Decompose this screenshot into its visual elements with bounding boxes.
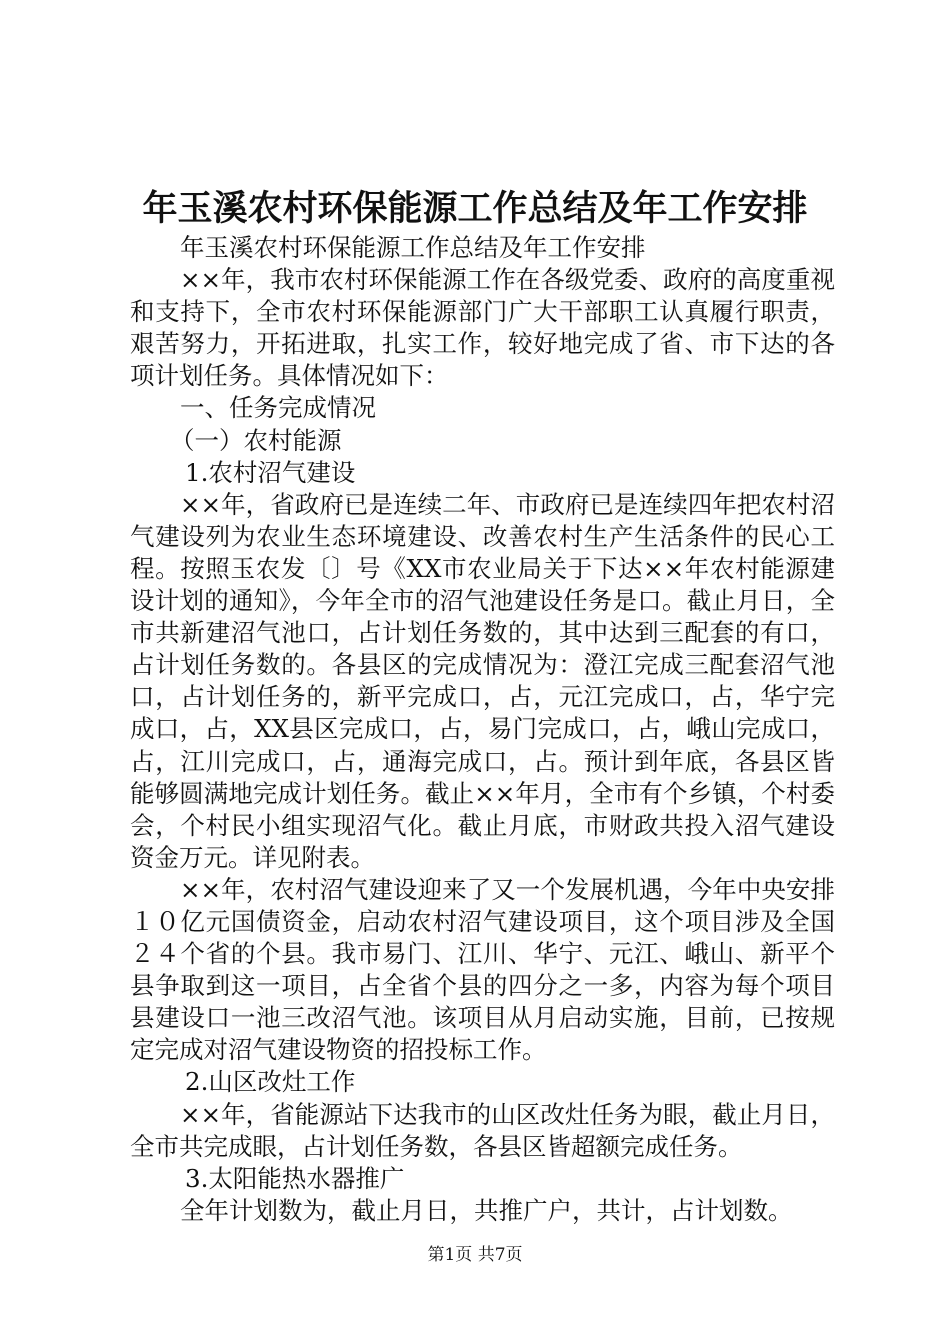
paragraph-intro: ××年，我市农村环保能源工作在各级党委、政府的高度重视和支持下，全市农村环保能源部门广大干部职工认真履行职责，艰苦努力，开拓进取，扎实工作，较好地完成了省、市下达的各项计划任务。具体情况如下： xyxy=(130,265,835,391)
paragraph-stove-reform: ××年，省能源站下达我市的山区改灶任务为眼，截止月日，全市共完成眼，占计划任务数，各县区皆超额完成任务。 xyxy=(130,1099,835,1161)
subsection-heading-rural-energy: （一）农村能源 xyxy=(170,425,342,455)
paragraph-repeated-title: 年玉溪农村环保能源工作总结及年工作安排 xyxy=(180,233,646,262)
document-title: 年玉溪农村环保能源工作总结及年工作安排 xyxy=(142,188,808,229)
paragraph-solar-heater: 全年计划数为，截止月日，共推广户，共计，占计划数。 xyxy=(180,1195,793,1225)
item-heading-biogas: 1.农村沼气建设 xyxy=(185,457,356,487)
item-heading-stove-reform: 2.山区改灶工作 xyxy=(185,1067,356,1097)
section-heading-task-completion: 一、任务完成情况 xyxy=(180,393,376,423)
page-number-footer: 第1页 共7页 xyxy=(427,1245,523,1265)
item-heading-solar-heater: 3.太阳能热水器推广 xyxy=(185,1163,405,1193)
paragraph-biogas-progress: ××年，省政府已是连续二年、市政府已是连续四年把农村沼气建设列为农业生态环境建设、改善农村生产生活条件的民心工程。按照玉农发〔〕号《XX市农业局关于下达××年农村能源建设计划的通知》，今年全市的沼气池建设任务是口。截止月日，全市共新建沼气池口，占计划任务数的，其中达到三配套的有口，占计划任务数的。各县区的完成情况为：澄江完成三配套沼气池口，占计划任务的，新平完成口，占，元江完成口，占，华宁完成口，占，XX县区完成口，占，易门完成口，占，峨山完成口，占，江川完成口，占，通海完成口，占。预计到年底，各县区皆能够圆满地完成计划任务。截止××年月，全市有个乡镇，个村委会，个村民小组实现沼气化。截止月底，市财政共投入沼气建设资金万元。详见附表。 xyxy=(130,489,835,872)
paragraph-biogas-project: ××年，农村沼气建设迎来了又一个发展机遇，今年中央安排１０亿元国债资金，启动农村沼气建设项目，这个项目涉及全国２４个省的个县。我市易门、江川、华宁、元江、峨山、新平个县争取到这一项目，占全省个县的四分之一多，内容为每个项目县建设口一池三改沼气池。该项目从月启动实施，目前，已按规定完成对沼气建设物资的招投标工作。 xyxy=(130,874,835,1065)
document-body xyxy=(130,232,835,1227)
